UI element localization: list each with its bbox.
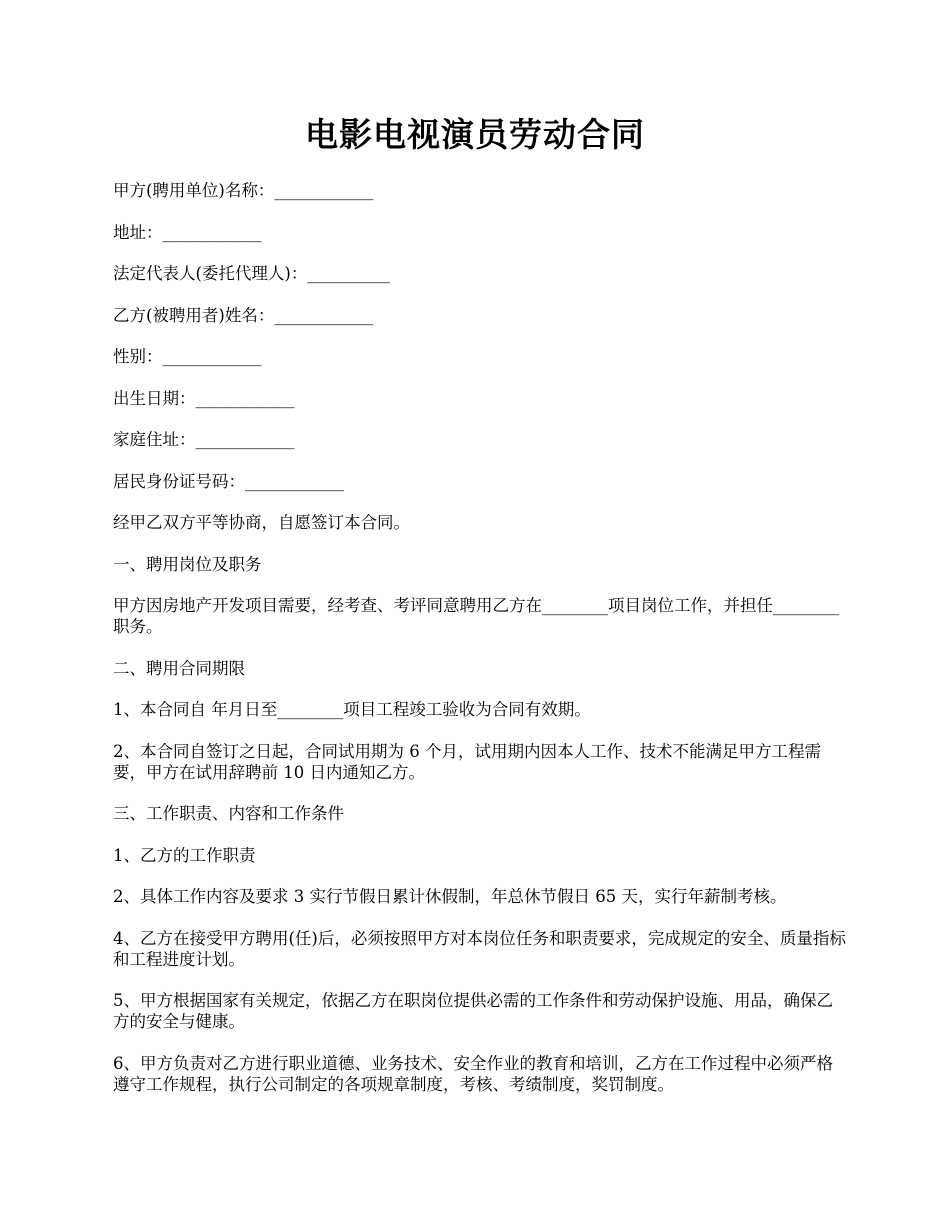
section-1-paragraph: 甲方因房地产开发项目需要，经考查、考评同意聘用乙方在________项目岗位工作，并担任________职务。 — [113, 596, 839, 636]
document-body — [113, 180, 848, 1115]
section-3-item-6: 6、甲方负责对乙方进行职业道德、业务技术、安全作业的教育和培训，乙方在工作过程中必须严格遵守工作规程，执行公司制定的各项规章制度，考核、考绩制度，奖罚制度。 — [113, 1053, 833, 1094]
document-title: 电影电视演员劳动合同 — [305, 115, 645, 154]
section-3-item-5: 5、甲方根据国家有关规定，依据乙方在职岗位提供必需的工作条件和劳动保护设施、用品，确保乙方的安全与健康。 — [113, 991, 833, 1031]
home-address-line: 家庭住址：____________ — [113, 430, 295, 449]
birth-date-line: 出生日期：____________ — [113, 388, 295, 408]
party-b-name-line: 乙方(被聘用者)姓名：____________ — [113, 305, 374, 325]
section-3-item-4: 4、乙方在接受甲方聘用(任)后，必须按照甲方对本岗位任务和职责要求，完成规定的安全、质量指标和工程进度计划。 — [113, 928, 846, 969]
section-heading-1: 一、聘用岗位及职务 — [113, 554, 262, 574]
section-heading-2: 二、聘用合同期限 — [113, 658, 245, 678]
section-3-item-2: 2、具体工作内容及要求 3 实行节假日累计休假制，年总休节假日 65 天，实行年薪制考核。 — [113, 887, 787, 906]
party-a-address-line: 地址：____________ — [113, 222, 262, 242]
party-a-name-line: 甲方(聘用单位)名称：____________ — [113, 181, 374, 200]
section-heading-3: 三、工作职责、内容和工作条件 — [113, 804, 344, 823]
section-2-item-2: 2、本合同自签订之日起，合同试用期为 6 个月，试用期内因本人工作、技术不能满足甲方工程需要，甲方在试用辞聘前 10 日内通知乙方。 — [113, 741, 821, 782]
gender-line: 性别：____________ — [113, 347, 262, 366]
legal-representative-line: 法定代表人(委托代理人)：__________ — [113, 264, 390, 283]
id-number-line: 居民身份证号码：____________ — [113, 471, 344, 491]
section-2-item-1: 1、本合同自 年月日至________项目工程竣工验收为合同有效期。 — [113, 700, 591, 719]
section-3-item-1: 1、乙方的工作职责 — [113, 845, 256, 865]
agreement-statement: 经甲乙双方平等协商，自愿签订本合同。 — [113, 513, 410, 532]
